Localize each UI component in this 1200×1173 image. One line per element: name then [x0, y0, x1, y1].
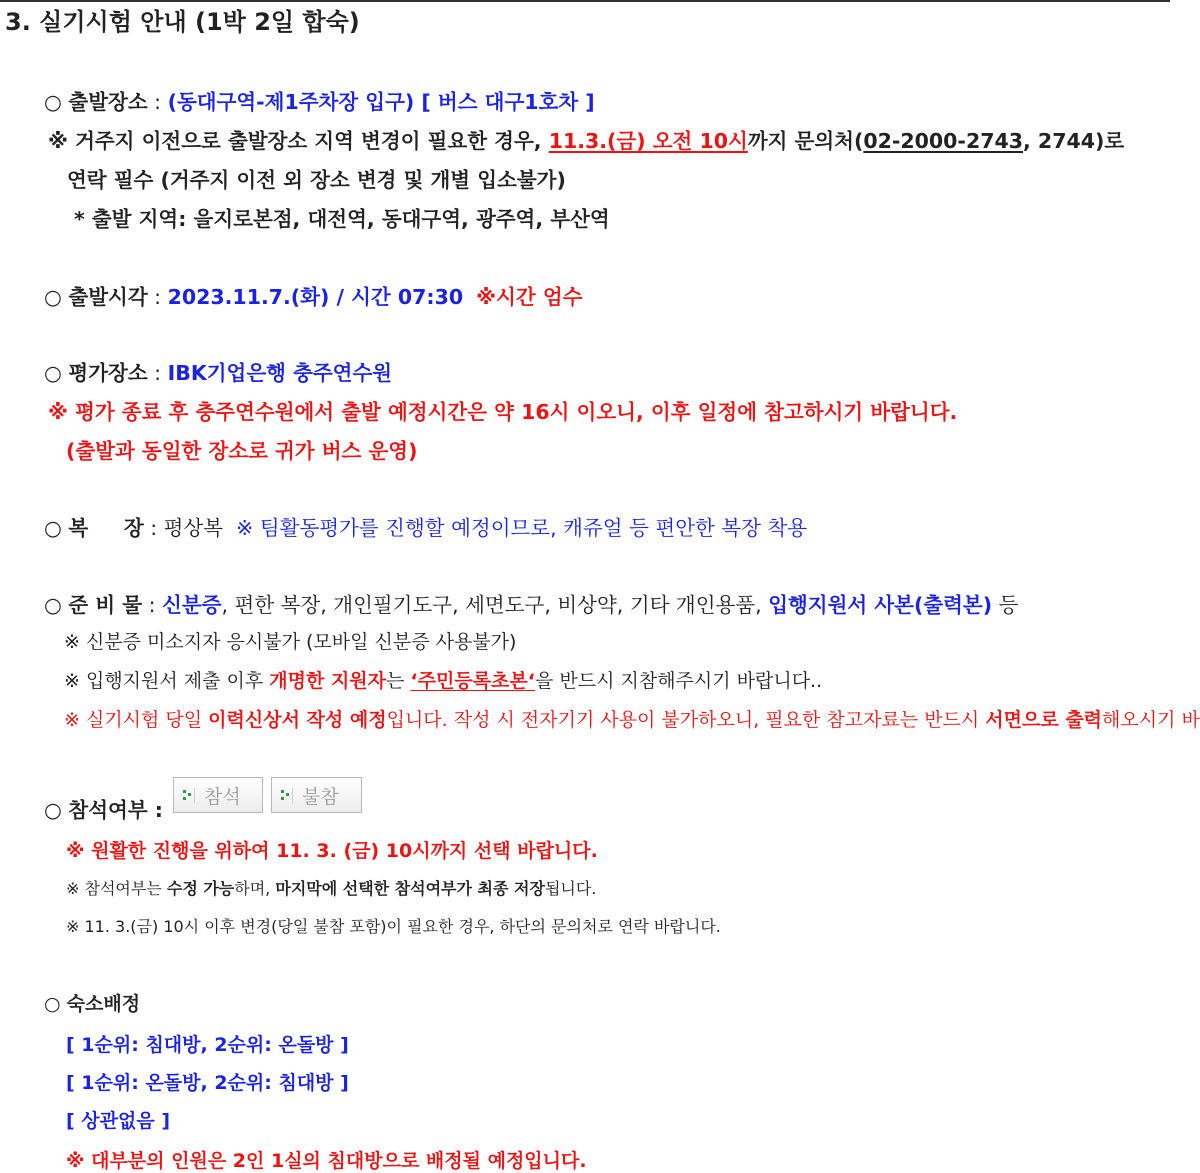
note-text: , 2744)로	[1023, 129, 1125, 153]
departure-place-note-line2: 연락 필수 (거주지 이전 외 장소 변경 및 개별 입소불가)	[67, 168, 566, 192]
attendance-deadline-note: ※ 원활한 진행을 위하여 11. 3. (금) 10시까지 선택 바랍니다.	[66, 840, 598, 862]
drag-dots-icon	[279, 788, 293, 803]
note-text: 까지 문의처(	[747, 129, 864, 153]
section-title: 3. 실기시험 안내 (1박 2일 합숙)	[5, 8, 360, 36]
bullet: ○	[44, 285, 62, 309]
note-text: ※ 실기시험 당일	[64, 709, 209, 731]
note-text: 됩니다.	[544, 879, 597, 898]
venue-note-line2: (출발과 동일한 장소로 귀가 버스 운영)	[66, 439, 418, 463]
note-text: 해오시기 바	[1102, 709, 1200, 731]
items-text: 등	[992, 593, 1019, 617]
attend-button-label: 참석	[204, 785, 241, 808]
note-text: ※ 입행지원서 제출 이후	[64, 670, 270, 692]
lodging-option-ondol-first[interactable]: [ 1순위: 온돌방, 2순위: 침대방 ]	[66, 1072, 349, 1094]
items-note-resume	[64, 705, 1200, 732]
drag-dots-icon	[181, 788, 195, 803]
note-text: ※ 참석여부는	[66, 879, 167, 898]
separator: :	[147, 285, 168, 309]
print-on-paper: 서면으로 출력	[985, 709, 1103, 731]
note-text: 입니다. 작성 시 전자기기 사용이 불가하오니, 필요한 참고자료는 반드시	[386, 709, 986, 731]
note-text: ※ 거주지 이전으로 출발장소 지역 변경이 필요한 경우,	[48, 129, 549, 153]
resume-writing: 이력신상서 작성 예정	[208, 709, 387, 731]
final-save-text: 마지막에 선택한 참석여부가 최종 저장	[275, 879, 545, 898]
editable-text: 수정 가능	[166, 879, 235, 898]
lodging-option-no-preference[interactable]: [ 상관없음 ]	[66, 1110, 171, 1132]
renamed-applicant: 개명한 지원자	[269, 670, 387, 692]
lodging-option-bed-first[interactable]: [ 1순위: 침대방, 2순위: 온돌방 ]	[66, 1034, 349, 1056]
bullet: ○	[44, 361, 62, 385]
departure-regions: * 출발 지역: 을지로본점, 대전역, 동대구역, 광주역, 부산역	[74, 207, 610, 231]
attendance-label: 참석여부 :	[68, 798, 163, 822]
note-text: 을 반드시 지참해주시기 바랍니다..	[534, 670, 823, 692]
lodging-row	[44, 989, 140, 1016]
note-text: 하며,	[234, 879, 276, 898]
departure-time-value: 2023.11.7.(화) / 시간 07:30	[167, 285, 464, 309]
departure-place-value: (동대구역-제1주차장 입구) [ 버스 대구1호차 ]	[167, 90, 595, 114]
departure-place-row	[44, 85, 595, 115]
venue-note: ※ 평가 종료 후 충주연수원에서 출발 예정시간은 약 16시 이오니, 이후 일정에 참고하시기 바랍니다.	[48, 400, 958, 424]
contact-phone: 02-2000-2743	[863, 129, 1023, 153]
lodging-note: ※ 대부분의 인원은 2인 1실의 침대방으로 배정될 예정입니다.	[66, 1150, 587, 1172]
punctuality-warning: ※시간 엄수	[476, 285, 583, 309]
attendance-edit-note	[66, 876, 596, 899]
dress-value: 평상복	[163, 516, 224, 540]
separator: :	[142, 593, 163, 617]
bullet: ○	[44, 593, 62, 617]
separator: :	[147, 361, 168, 385]
lodging-label: 숙소배정	[66, 993, 141, 1015]
departure-place-note	[48, 124, 1124, 154]
bullet: ○	[44, 993, 61, 1015]
bullet: ○	[44, 798, 62, 822]
deadline-text: 11.3.(금) 오전 10시	[548, 129, 748, 153]
attendance-label-row	[44, 793, 163, 823]
bullet: ○	[44, 516, 62, 540]
bullet: ○	[44, 90, 62, 114]
resident-register-abstract: ‘주민등록초본‘	[410, 670, 535, 692]
separator: :	[143, 516, 164, 540]
attend-button[interactable]	[173, 777, 263, 813]
items-row	[44, 588, 1018, 618]
venue-label: 평가장소	[68, 361, 148, 385]
item-id-card: 신분증	[162, 593, 222, 617]
item-application-copy: 입행지원서 사본(출력본)	[768, 593, 993, 617]
items-label: 준 비 물	[68, 593, 143, 617]
items-note-rename	[64, 666, 822, 693]
departure-place-label: 출발장소	[68, 90, 148, 114]
dress-note: ※ 팀활동평가를 진행할 예정이므로, 캐쥬얼 등 편안한 복장 착용	[236, 516, 808, 540]
departure-time-row	[44, 280, 582, 310]
items-text: , 편한 복장, 개인필기도구, 세면도구, 비상약, 기타 개인용품,	[221, 593, 769, 617]
departure-time-label: 출발시각	[68, 285, 148, 309]
attendance-change-note: ※ 11. 3.(금) 10시 이후 변경(당일 불참 포함)이 필요한 경우, 하단의 문의처로 연락 바랍니다.	[66, 917, 721, 936]
dress-row	[44, 511, 807, 541]
note-text: 는	[386, 670, 411, 692]
dress-label: 복 장	[68, 516, 144, 540]
venue-row	[44, 356, 392, 386]
absent-button[interactable]	[271, 777, 362, 813]
absent-button-label: 불참	[302, 785, 339, 808]
separator: :	[147, 90, 168, 114]
venue-value: IBK기업은행 충주연수원	[167, 361, 393, 385]
items-note-id: ※ 신분증 미소지자 응시불가 (모바일 신분증 사용불가)	[64, 631, 517, 653]
